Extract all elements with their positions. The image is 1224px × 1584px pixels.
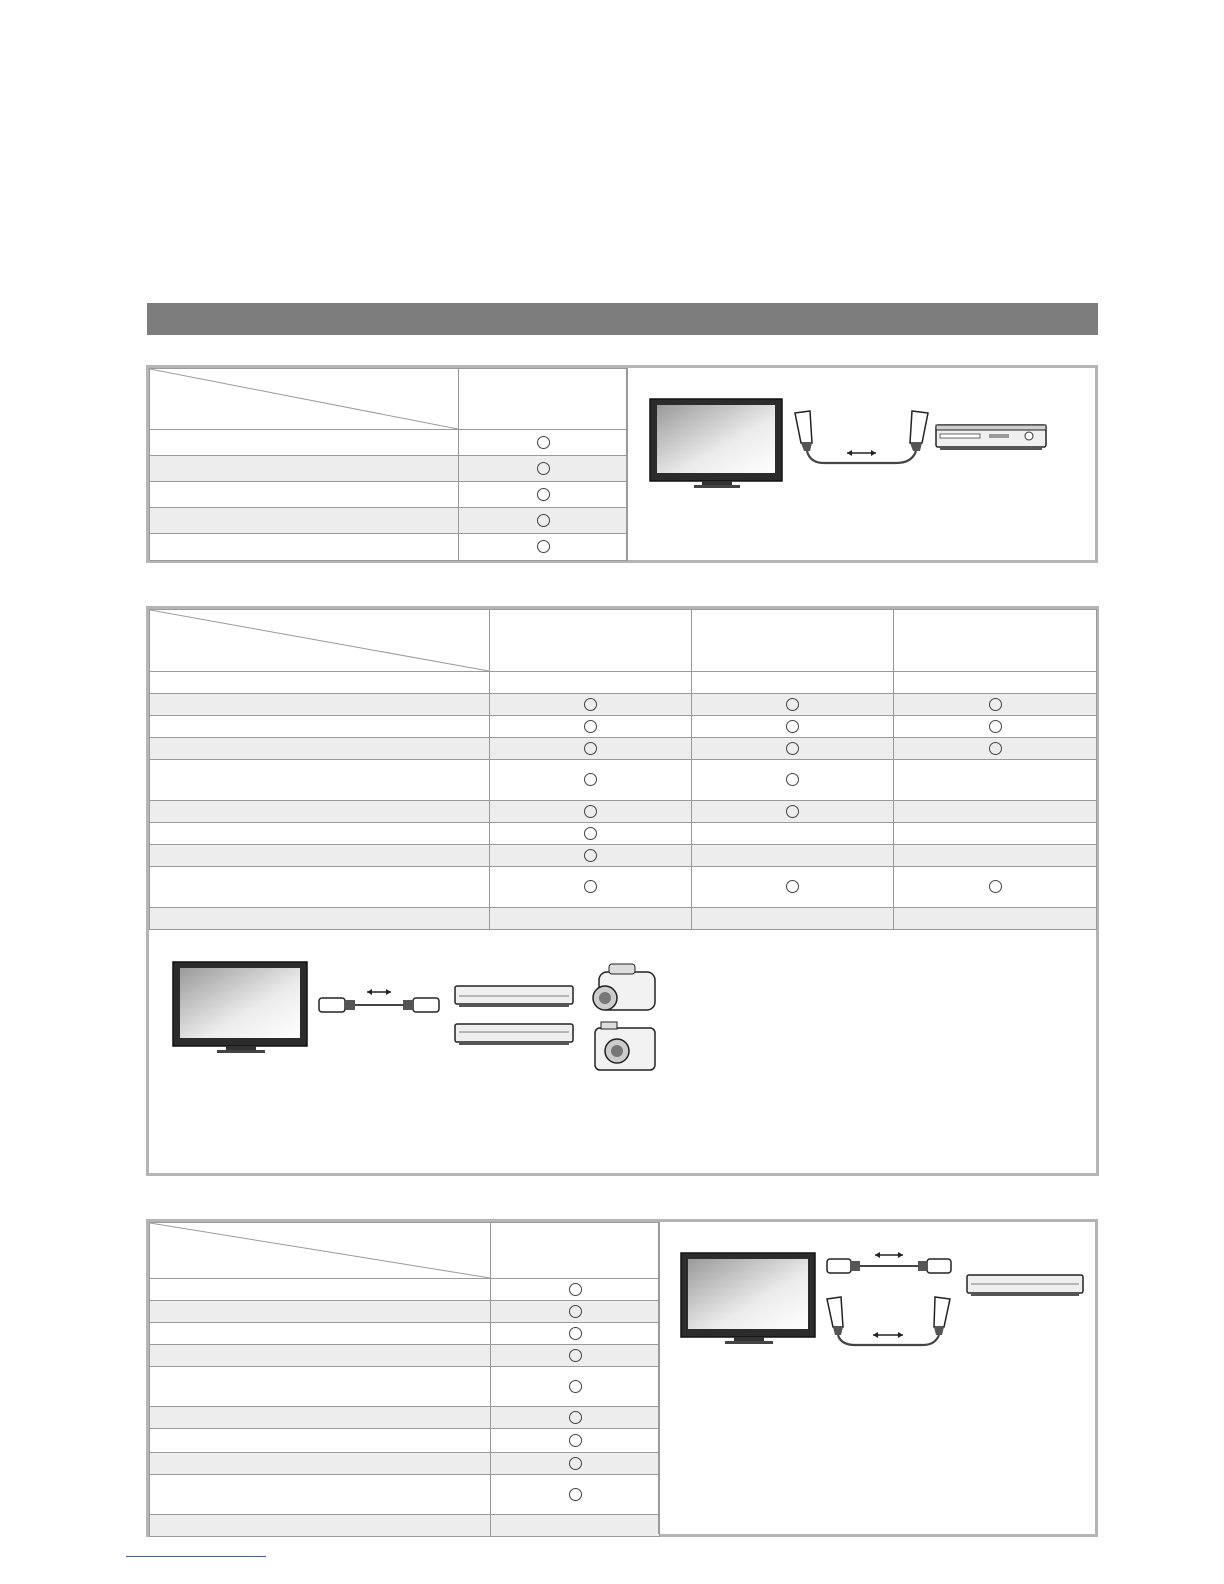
column-header xyxy=(894,610,1097,672)
row-label xyxy=(150,508,459,534)
compat-cell xyxy=(894,738,1097,760)
row-label xyxy=(150,716,490,738)
supported-mark-icon xyxy=(537,462,550,475)
footer-rule xyxy=(126,1556,266,1557)
supported-mark-icon xyxy=(584,720,597,733)
row-label xyxy=(150,1453,491,1475)
compat-cell xyxy=(894,716,1097,738)
compat-cell xyxy=(490,716,692,738)
table-corner-header xyxy=(150,610,490,672)
compat-cell xyxy=(490,738,692,760)
compat-cell xyxy=(491,1453,660,1475)
supported-mark-icon xyxy=(569,1349,582,1362)
hdmi-scart-compat-panel xyxy=(146,1219,1098,1537)
camcorder-icon xyxy=(593,964,655,1010)
table-corner-header xyxy=(150,1223,491,1279)
row-label xyxy=(150,1475,491,1515)
hdmi-cable-icon xyxy=(319,989,439,1012)
compat-cell xyxy=(692,738,894,760)
compat-cell xyxy=(692,716,894,738)
compat-cell xyxy=(491,1279,660,1301)
row-label xyxy=(150,760,490,801)
compat-cell xyxy=(692,845,894,867)
supported-mark-icon xyxy=(569,1380,582,1393)
supported-mark-icon xyxy=(786,742,799,755)
row-label xyxy=(150,1429,491,1453)
compat-cell xyxy=(491,1407,660,1429)
supported-mark-icon xyxy=(569,1434,582,1447)
compat-cell xyxy=(490,867,692,908)
compat-cell xyxy=(894,908,1097,930)
compat-cell xyxy=(490,801,692,823)
column-header xyxy=(692,610,894,672)
supported-mark-icon xyxy=(786,773,799,786)
compat-cell xyxy=(894,694,1097,716)
hdmi-compat-panel xyxy=(146,606,1099,1176)
compat-cell xyxy=(491,1515,660,1537)
supported-mark-icon xyxy=(584,773,597,786)
compat-cell xyxy=(490,694,692,716)
row-label xyxy=(150,908,490,930)
row-label xyxy=(150,456,459,482)
row-label xyxy=(150,1279,491,1301)
supported-mark-icon xyxy=(537,540,550,553)
diagonal-line xyxy=(150,1223,490,1278)
supported-mark-icon xyxy=(989,742,1002,755)
compat-cell xyxy=(491,1475,660,1515)
column-header xyxy=(490,610,692,672)
camera-icon xyxy=(595,1022,655,1070)
row-label xyxy=(150,801,490,823)
supported-mark-icon xyxy=(786,805,799,818)
supported-mark-icon xyxy=(569,1305,582,1318)
compat-cell xyxy=(459,430,628,456)
compat-cell xyxy=(692,801,894,823)
hdmi-cable-icon xyxy=(827,1252,951,1273)
supported-mark-icon xyxy=(537,436,550,449)
supported-mark-icon xyxy=(584,742,597,755)
table-corner-header xyxy=(150,369,459,430)
column-header xyxy=(491,1223,660,1279)
compat-cell xyxy=(894,801,1097,823)
supported-mark-icon xyxy=(786,720,799,733)
diagonal-line xyxy=(150,369,458,429)
scart-cable-icon xyxy=(795,411,928,463)
compat-cell xyxy=(490,908,692,930)
supported-mark-icon xyxy=(584,849,597,862)
compat-cell xyxy=(491,1345,660,1367)
supported-mark-icon xyxy=(569,1327,582,1340)
supported-mark-icon xyxy=(569,1488,582,1501)
supported-mark-icon xyxy=(584,805,597,818)
supported-mark-icon xyxy=(584,880,597,893)
supported-mark-icon xyxy=(786,880,799,893)
row-label xyxy=(150,845,490,867)
row-label xyxy=(150,1345,491,1367)
hdmi-scart-compat-table xyxy=(149,1222,660,1537)
compat-cell xyxy=(894,845,1097,867)
compat-cell xyxy=(490,823,692,845)
supported-mark-icon xyxy=(569,1457,582,1470)
row-label xyxy=(150,534,459,561)
compat-cell xyxy=(491,1367,660,1407)
column-header xyxy=(459,369,628,430)
dvd-recorder-icon xyxy=(936,425,1046,450)
row-label xyxy=(150,1367,491,1407)
row-label xyxy=(150,1407,491,1429)
compat-cell xyxy=(894,867,1097,908)
hdmi-scart-connection-illustration xyxy=(677,1247,1097,1357)
compat-cell xyxy=(459,456,628,482)
supported-mark-icon xyxy=(537,488,550,501)
tv-icon xyxy=(650,399,782,488)
compat-cell xyxy=(491,1323,660,1345)
compat-cell xyxy=(491,1301,660,1323)
scart-connection-illustration xyxy=(644,393,1064,493)
compat-cell xyxy=(692,867,894,908)
compat-cell xyxy=(894,672,1097,694)
supported-mark-icon xyxy=(584,827,597,840)
compat-cell xyxy=(490,672,692,694)
tv-icon xyxy=(681,1253,815,1344)
section-header-bar xyxy=(147,303,1098,335)
supported-mark-icon xyxy=(989,720,1002,733)
supported-mark-icon xyxy=(989,880,1002,893)
hdmi-compat-table xyxy=(149,609,1097,930)
compat-cell xyxy=(491,1429,660,1453)
compat-cell xyxy=(490,760,692,801)
supported-mark-icon xyxy=(989,698,1002,711)
row-label xyxy=(150,823,490,845)
row-label xyxy=(150,1515,491,1537)
compat-cell xyxy=(459,508,628,534)
tv-icon xyxy=(173,962,307,1053)
row-label xyxy=(150,1301,491,1323)
supported-mark-icon xyxy=(569,1283,582,1296)
row-label xyxy=(150,482,459,508)
row-label xyxy=(150,1323,491,1345)
recorder-icon xyxy=(455,986,573,1007)
compat-cell xyxy=(894,823,1097,845)
supported-mark-icon xyxy=(569,1411,582,1424)
scart-compat-table xyxy=(149,368,628,561)
recorder-icon xyxy=(967,1275,1083,1296)
supported-mark-icon xyxy=(786,698,799,711)
scart-compat-panel xyxy=(146,365,1098,563)
supported-mark-icon xyxy=(537,514,550,527)
player-icon xyxy=(455,1024,573,1045)
compat-cell xyxy=(459,534,628,561)
compat-cell xyxy=(692,760,894,801)
compat-cell xyxy=(459,482,628,508)
compat-cell xyxy=(692,908,894,930)
scart-cable-icon xyxy=(827,1297,950,1345)
row-label xyxy=(150,694,490,716)
row-label xyxy=(150,672,490,694)
diagonal-line xyxy=(150,610,489,671)
compat-cell xyxy=(894,760,1097,801)
compat-cell xyxy=(490,845,692,867)
compat-cell xyxy=(692,672,894,694)
row-label xyxy=(150,738,490,760)
compat-cell xyxy=(692,823,894,845)
supported-mark-icon xyxy=(584,698,597,711)
row-label xyxy=(150,430,459,456)
hdmi-connection-illustration xyxy=(169,954,669,1084)
row-label xyxy=(150,867,490,908)
compat-cell xyxy=(692,694,894,716)
